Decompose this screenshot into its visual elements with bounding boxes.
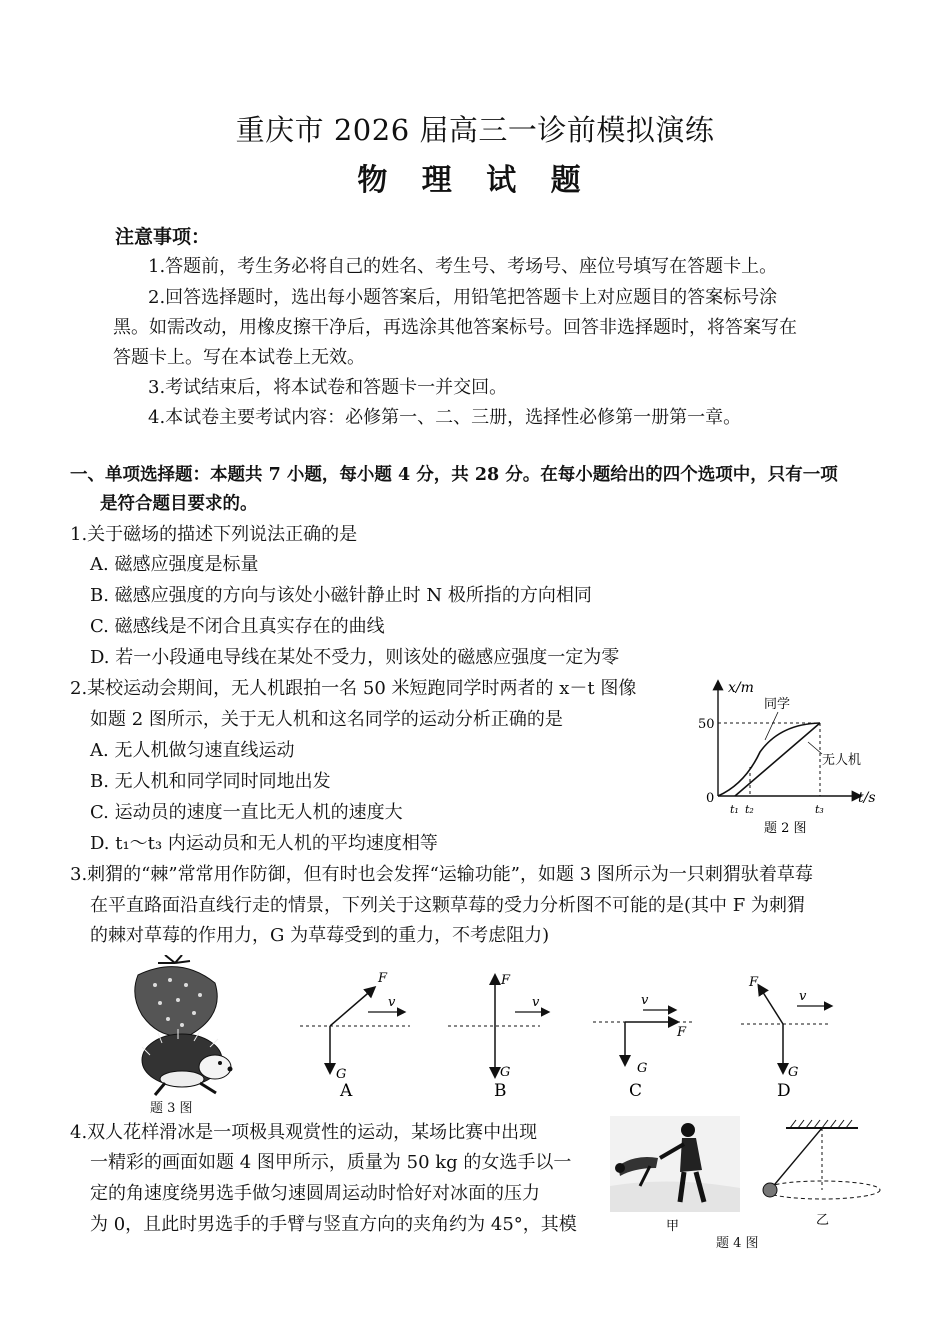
figure-2-caption: 题 2 图 [764, 821, 807, 836]
question-3-stem: 3.刺猬的“棘”常常用作防御，但有时也会发挥“运输功能”，如题 3 图所示为一只刺猬驮着草莓 [70, 864, 813, 885]
question-3-stem-cont: 的棘对草莓的作用力，G 为草莓受到的重力，不考虑阻力) [90, 925, 550, 946]
y-tick-50: 50 [698, 717, 715, 732]
question-2-stem: 2.某校运动会期间，无人机跟拍一名 50 米短跑同学时两者的 x－t 图像 [70, 678, 637, 699]
label-drone: 无人机 [822, 753, 862, 768]
notice-item: 黑。如需改动，用橡皮擦干净后，再选涂其他答案标号。回答非选择题时，将答案写在 [113, 317, 797, 338]
force-f-label: F [677, 1025, 687, 1040]
figure-3-caption: 题 3 图 [150, 1101, 193, 1116]
figure-4-caption: 题 4 图 [716, 1236, 759, 1251]
page-title: 重庆市 2026 届高三一诊前模拟演练 [235, 113, 715, 147]
y-axis-label: x/m [728, 680, 754, 696]
student-curve [718, 723, 820, 796]
page-subtitle: 物 理 试 题 [357, 163, 593, 198]
velocity-label: v [799, 989, 807, 1004]
origin-label: 0 [706, 791, 715, 806]
question-2-option-d: D. t₁～t₃ 内运动员和无人机的平均速度相等 [90, 833, 438, 854]
question-1-option-c: C. 磁感线是不闭合且真实存在的曲线 [90, 616, 385, 637]
gravity-label: G [336, 1067, 347, 1082]
hedgehog-strawberry-illustration [120, 955, 240, 1115]
question-2-stem-cont: 如题 2 图所示，关于无人机和这名同学的运动分析正确的是 [90, 709, 563, 730]
conical-pendulum-diagram [750, 1118, 890, 1228]
notice-item: 3.考试结束后，将本试卷和答题卡一并交回。 [148, 377, 508, 398]
velocity-label: v [532, 995, 540, 1010]
option-letter: B [494, 1081, 507, 1100]
force-diagram-d [735, 960, 845, 1100]
force-f-label: F [378, 971, 388, 986]
force-diagram-a [290, 960, 420, 1100]
label-jia: 甲 [666, 1219, 680, 1234]
notice-item: 2.回答选择题时，选出每小题答案后，用铅笔把答题卡上对应题目的答案标号涂 [148, 287, 778, 308]
notice-heading: 注意事项： [115, 226, 211, 248]
question-2-xt-graph [690, 672, 890, 842]
option-letter: D [777, 1081, 791, 1100]
label-yi: 乙 [816, 1213, 830, 1228]
force-f-label: F [501, 973, 511, 988]
force-diagram-c [585, 960, 705, 1100]
question-1-option-a: A. 磁感应强度是标量 [90, 554, 259, 575]
t1-label: t₁ [730, 803, 739, 816]
question-1-option-b: B. 磁感应强度的方向与该处小磁针静止时 N 极所指的方向相同 [90, 585, 592, 606]
question-1-stem: 1.关于磁场的描述下列说法正确的是 [70, 524, 358, 545]
question-4-stem-cont: 一精彩的画面如题 4 图甲所示，质量为 50 kg 的女选手以一 [90, 1152, 572, 1173]
section-heading: 一、单项选择题：本题共 7 小题，每小题 4 分，共 28 分。在每小题给出的四个选项中，只有一项 [70, 465, 838, 485]
x-axis-label: t/s [858, 790, 876, 806]
question-1-option-d: D. 若一小段通电导线在某处不受力，则该处的磁感应强度一定为零 [90, 647, 620, 668]
notice-item: 1.答题前，考生务必将自己的姓名、考生号、考场号、座位号填写在答题卡上。 [148, 256, 778, 277]
question-4-stem-cont: 定的角速度绕男选手做匀速圆周运动时恰好对冰面的压力 [90, 1183, 540, 1204]
t2-label: t₂ [745, 803, 754, 816]
question-2-option-a: A. 无人机做匀速直线运动 [90, 740, 295, 761]
question-3-stem-cont: 在平直路面沿直线行走的情景，下列关于这颗草莓的受力分析图不可能的是(其中 F 为刺猬 [90, 895, 805, 916]
drone-line [735, 723, 820, 796]
force-diagram-b [440, 960, 560, 1100]
force-f-label: F [749, 975, 759, 990]
option-letter: A [340, 1081, 353, 1100]
velocity-label: v [388, 995, 396, 1010]
velocity-label: v [641, 993, 649, 1008]
notice-item: 4.本试卷主要考试内容：必修第一、二、三册，选择性必修第一册第一章。 [148, 407, 742, 428]
option-letter: C [629, 1081, 643, 1100]
gravity-label: G [788, 1065, 799, 1080]
label-student: 同学 [764, 697, 791, 712]
question-4-stem-cont: 为 0，且此时男选手的手臂与竖直方向的夹角约为 45°，其模 [90, 1214, 577, 1235]
figure-skaters-photo [610, 1116, 740, 1236]
gravity-label: G [637, 1061, 648, 1076]
t3-label: t₃ [815, 803, 824, 816]
question-2-option-b: B. 无人机和同学同时同地出发 [90, 771, 331, 792]
section-heading-cont: 是符合题目要求的。 [100, 494, 258, 514]
question-2-option-c: C. 运动员的速度一直比无人机的速度大 [90, 802, 403, 823]
gravity-label: G [500, 1065, 511, 1080]
notice-item: 答题卡上。写在本试卷上无效。 [113, 347, 365, 368]
question-4-stem: 4.双人花样滑冰是一项极具观赏性的运动，某场比赛中出现 [70, 1122, 538, 1143]
